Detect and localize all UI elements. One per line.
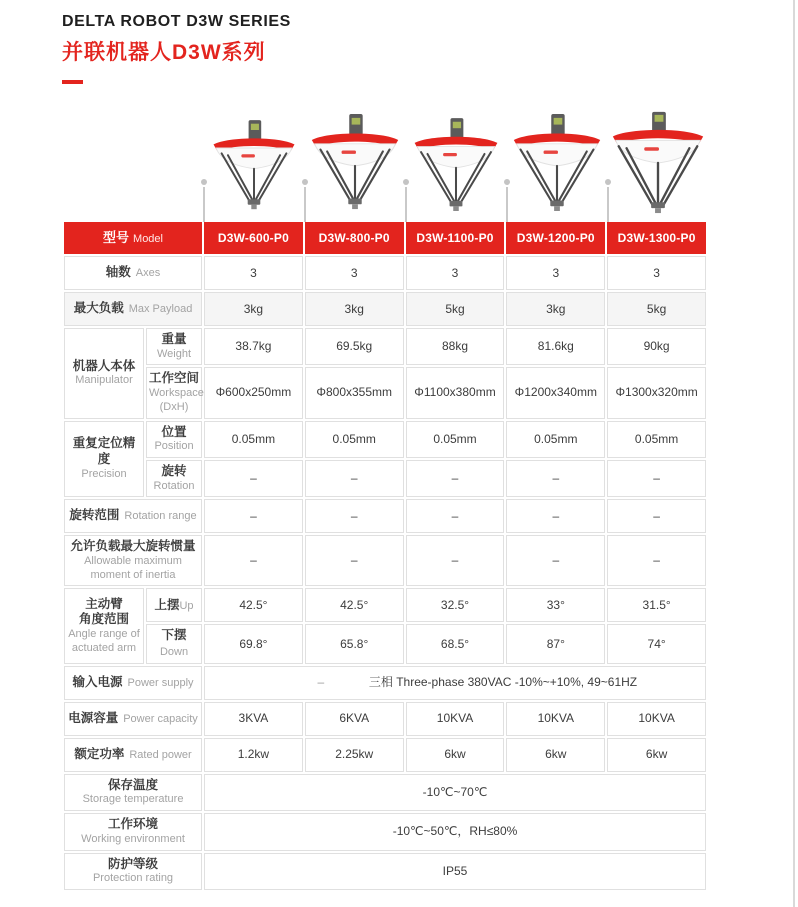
sub-label-workspace [146, 367, 202, 418]
section-label-precision [64, 421, 144, 498]
label-zh: 工作环境 [108, 817, 159, 832]
cell-value: 90kg [607, 328, 706, 365]
sub-label-position [146, 421, 202, 458]
cell-value: 1.2kw [204, 738, 303, 772]
label-zh: 下摆 [161, 628, 187, 643]
cell-value: 42.5° [204, 588, 303, 622]
cell-value: 10KVA [506, 702, 605, 736]
cell-value: – [305, 460, 404, 497]
cell-value: 0.05mm [506, 421, 605, 458]
title-accent-dash [62, 80, 83, 84]
label-en: Allowable maximum [84, 554, 182, 567]
cell-value: 74° [607, 624, 706, 663]
label-zh: 允许负载最大旋转惯量 [70, 539, 196, 554]
label-en2: (DxH) [159, 400, 189, 413]
cell-value: 3kg [204, 292, 303, 326]
cell-value: 69.5kg [305, 328, 404, 365]
row-axes [64, 256, 706, 290]
cell-value: – [406, 535, 505, 586]
power-supply-value: 三相 Three-phase 380VAC -10%~+10%, 49~61HZ [368, 675, 638, 690]
row-label-inertia [64, 535, 202, 586]
label-en: Workspace [149, 387, 204, 399]
label-zh: 重量 [161, 332, 187, 346]
cell-value: 31.5° [607, 588, 706, 622]
label-en: Model [133, 232, 163, 245]
label-zh2: 角度范围 [78, 612, 129, 627]
cell-value: 3KVA [204, 702, 303, 736]
cell-value: 3 [204, 256, 303, 290]
header-model-d3w-1300: D3W-1300-P0 [607, 222, 706, 254]
cell-value: Φ600x250mm [204, 367, 303, 418]
cell-value: 3 [406, 256, 505, 290]
cell-value: 81.6kg [506, 328, 605, 365]
cell-value: 38.7kg [204, 328, 303, 365]
sub-label-rotation [146, 460, 202, 497]
cell-value: 3 [305, 256, 404, 290]
label-zh: 工作空间 [149, 371, 200, 386]
sub-label-weight [146, 328, 202, 365]
section-label-manipulator [64, 328, 144, 419]
delta-robot-image [607, 104, 708, 216]
label-en: Power supply [127, 676, 194, 689]
cell-value: 33° [506, 588, 605, 622]
cell-storage-temp-merged: -10℃~70℃ [204, 774, 706, 811]
cell-value: – [305, 535, 404, 586]
cell-value: – [506, 535, 605, 586]
series-title-en: DELTA ROBOT D3W SERIES [62, 13, 291, 30]
cell-value: 87° [506, 624, 605, 663]
row-inertia [64, 535, 706, 586]
header-model-d3w-1200: D3W-1200-P0 [506, 222, 605, 254]
row-label-axes [64, 256, 202, 290]
cell-value: – [607, 499, 706, 533]
cell-value: 10KVA [406, 702, 505, 736]
page-header [62, 13, 291, 84]
cell-protection-merged: IP55 [204, 853, 706, 890]
table-header-row [64, 222, 706, 254]
label-en: Down [159, 646, 189, 658]
label-en: Rotation range [124, 510, 197, 523]
cell-value: 6kw [506, 738, 605, 772]
label-en: Power capacity [123, 712, 198, 725]
cell-value: 0.05mm [406, 421, 505, 458]
cell-value: – [506, 460, 605, 497]
row-max-payload [64, 292, 706, 326]
cell-value: 3kg [506, 292, 605, 326]
cell-value: 69.8° [204, 624, 303, 663]
label-en2: moment of inertia [90, 568, 176, 581]
row-label-max-payload [64, 292, 202, 326]
cell-value: 3kg [305, 292, 404, 326]
cell-value: – [204, 499, 303, 533]
cell-value: 6kw [406, 738, 505, 772]
cell-value: 88kg [406, 328, 505, 365]
cell-value: Φ1200x340mm [506, 367, 605, 418]
row-workspace [64, 367, 706, 418]
label-zh: 电源容量 [68, 710, 119, 725]
cell-value: 3 [506, 256, 605, 290]
cell-value: Φ1100x380mm [406, 367, 505, 418]
label-zh: 最大负载 [73, 301, 124, 316]
label-en: Working environment [81, 832, 185, 845]
cell-working-env-merged: -10℃~50℃，RH≤80% [204, 813, 706, 850]
cell-value: 10KVA [607, 702, 706, 736]
label-zh: 上摆 [154, 597, 180, 612]
row-rated-power [64, 738, 706, 772]
cell-value: – [607, 535, 706, 586]
row-power-capacity [64, 702, 706, 736]
cell-value: 0.05mm [204, 421, 303, 458]
header-model-d3w-800: D3W-800-P0 [305, 222, 404, 254]
cell-value: Φ800x355mm [305, 367, 404, 418]
label-zh: 额定功率 [74, 746, 125, 761]
label-en: Up [179, 599, 194, 612]
cell-value: 5kg [406, 292, 505, 326]
label-zh: 旋转范围 [69, 508, 120, 523]
row-precision-position [64, 421, 706, 458]
row-working-env [64, 813, 706, 850]
cell-value: 3 [607, 256, 706, 290]
cell-value: – [506, 499, 605, 533]
row-label-rated-power [64, 738, 202, 772]
cell-value: – [406, 460, 505, 497]
label-en: Rotation [153, 479, 195, 492]
cell-value: – [204, 460, 303, 497]
sub-label-down [146, 624, 202, 663]
row-label-power-capacity [64, 702, 202, 736]
row-protection [64, 853, 706, 890]
label-zh: 输入电源 [72, 674, 123, 689]
label-zh: 旋转 [161, 463, 187, 478]
label-zh: 主动臂 [85, 596, 123, 611]
label-en: Manipulator [75, 374, 133, 387]
row-weight [64, 328, 706, 365]
header-model-d3w-600: D3W-600-P0 [204, 222, 303, 254]
row-rotation-range [64, 499, 706, 533]
cell-value: 0.05mm [305, 421, 404, 458]
power-supply-dash: – [317, 675, 325, 690]
robot-images-strip [203, 104, 708, 216]
cell-value: 68.5° [406, 624, 505, 663]
cell-value: – [607, 460, 706, 497]
cell-value: – [305, 499, 404, 533]
label-en: Axes [135, 267, 161, 280]
cell-value: 5kg [607, 292, 706, 326]
delta-robot-image [506, 104, 607, 216]
label-en: Weight [156, 347, 192, 360]
sub-label-up [146, 588, 202, 622]
cell-value: 42.5° [305, 588, 404, 622]
row-storage-temp [64, 774, 706, 811]
label-zh: 位置 [161, 424, 187, 439]
row-label-working-env [64, 813, 202, 850]
label-en: Precision [81, 467, 127, 480]
label-en: Protection rating [92, 872, 174, 885]
spec-table [62, 220, 708, 892]
delta-robot-image [405, 104, 506, 216]
section-label-arm-angle [64, 588, 144, 663]
cell-value: 6kw [607, 738, 706, 772]
cell-value: 6KVA [305, 702, 404, 736]
series-title-zh: 并联机器人D3W系列 [62, 41, 266, 64]
label-zh: 重复定位精度 [72, 436, 136, 466]
row-label-power-supply [64, 666, 202, 700]
header-model-d3w-1100: D3W-1100-P0 [406, 222, 505, 254]
row-label-protection [64, 853, 202, 890]
cell-value: – [204, 535, 303, 586]
row-label-storage-temp [64, 774, 202, 811]
label-zh: 轴数 [105, 265, 131, 280]
cell-value: 32.5° [406, 588, 505, 622]
cell-value: – [406, 499, 505, 533]
row-label-rotation-range [64, 499, 202, 533]
label-en: Rated power [129, 748, 192, 761]
label-en: Max Payload [128, 303, 193, 316]
label-zh: 机器人本体 [72, 358, 136, 373]
label-zh: 型号 [103, 229, 130, 245]
row-arm-down [64, 624, 706, 663]
row-precision-rotation [64, 460, 706, 497]
label-en: Position [154, 440, 194, 453]
label-en: Angle range of [68, 627, 140, 640]
row-arm-up [64, 588, 706, 622]
label-zh: 防护等级 [108, 856, 159, 871]
header-model-label [64, 222, 202, 254]
row-power-supply [64, 666, 706, 700]
cell-power-supply-merged [204, 666, 706, 700]
label-zh: 保存温度 [108, 777, 159, 792]
page-right-border [793, 0, 795, 907]
delta-robot-image [203, 104, 304, 216]
label-en: Storage temperature [82, 793, 184, 806]
cell-value: 0.05mm [607, 421, 706, 458]
cell-value: 65.8° [305, 624, 404, 663]
label-en2: actuated arm [71, 641, 137, 654]
cell-value: Φ1300x320mm [607, 367, 706, 418]
cell-value: 2.25kw [305, 738, 404, 772]
delta-robot-image [304, 104, 405, 216]
